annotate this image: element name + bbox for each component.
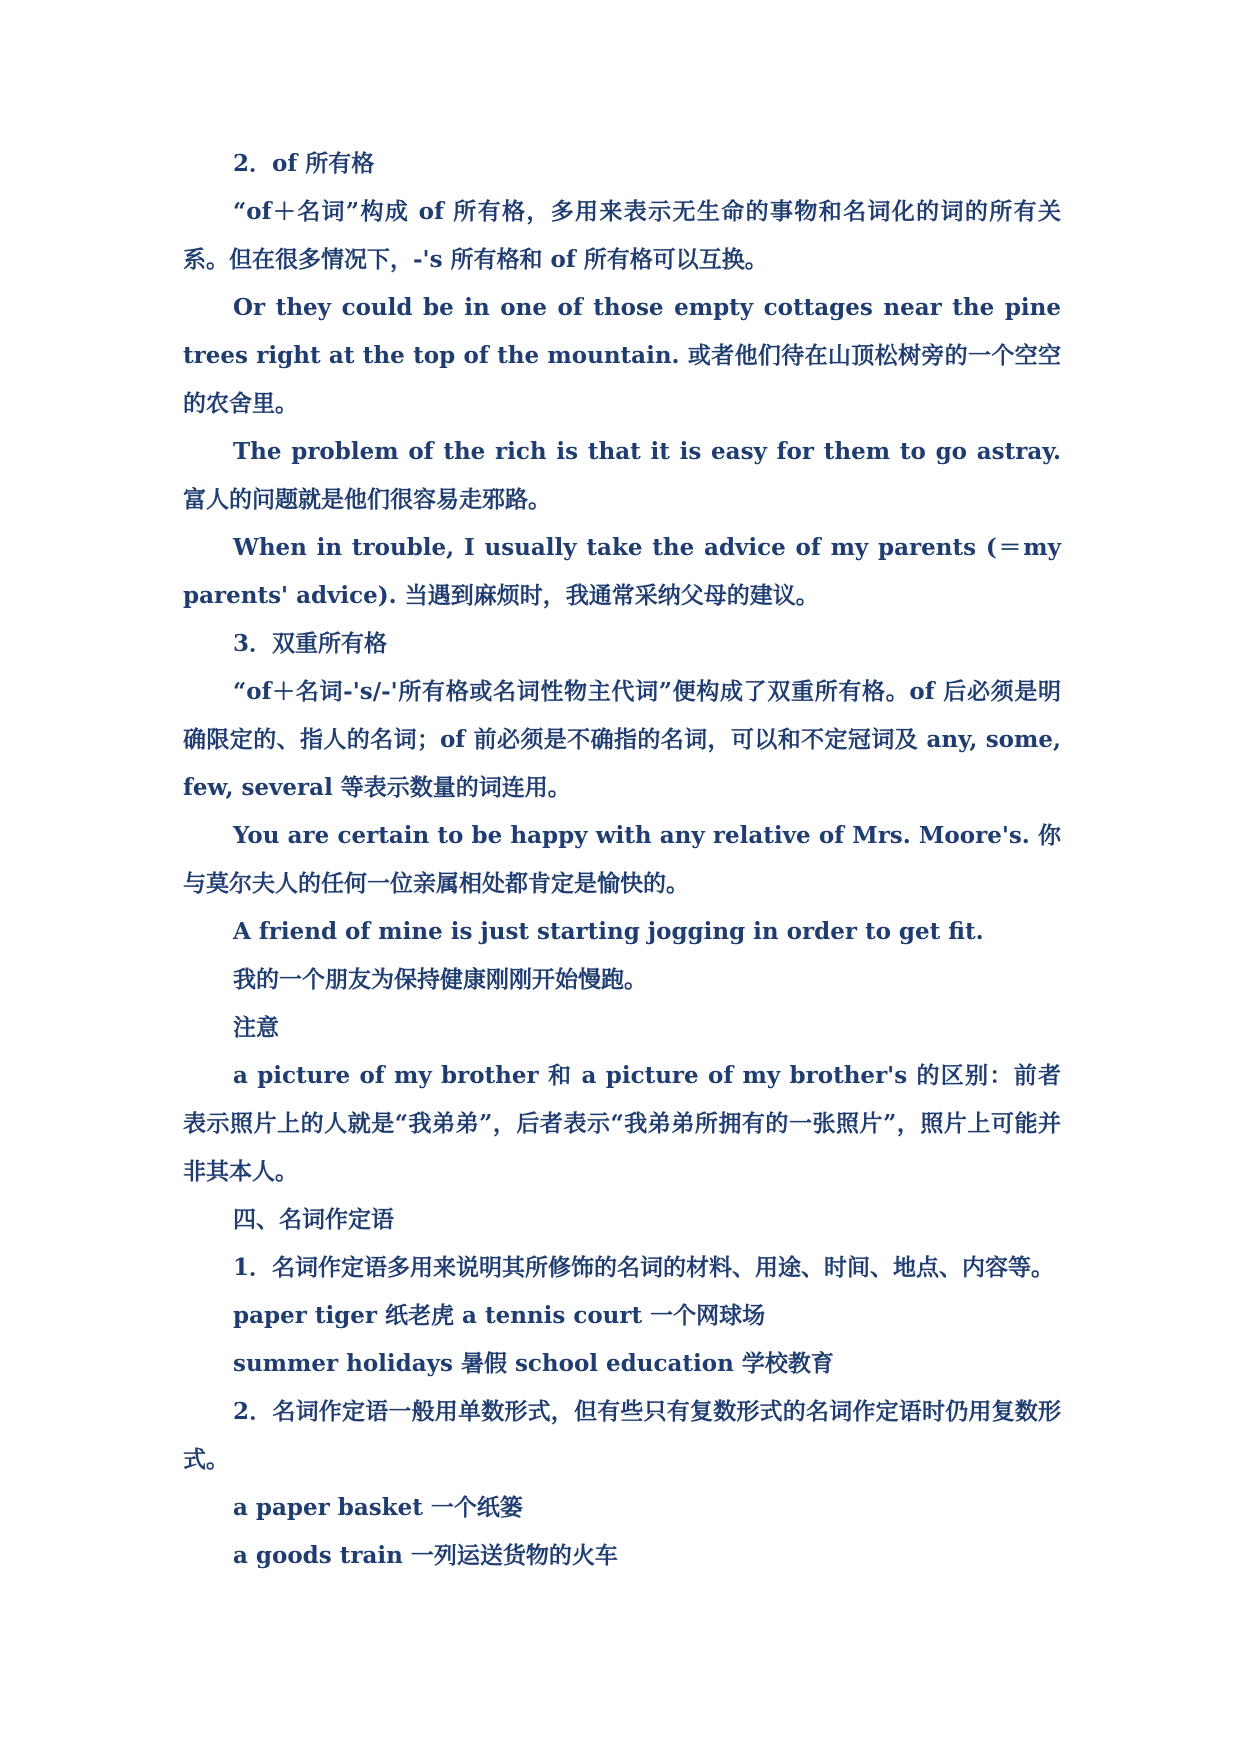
example-parents: When in trouble, I usually take the advice of my parents (＝my parents' advice). 当遇到麻烦时，我通常采纳父母的建议。 <box>183 534 1061 609</box>
noun-attributive-rule-2: 2．名词作定语一般用单数形式，但有些只有复数形式的名词作定语时仍用复数形式。 <box>183 1398 1061 1473</box>
example-mrs-moore: You are certain to be happy with any relative of Mrs. Moore's. 你与莫尔夫人的任何一位亲属相处都肯定是愉快的。 <box>183 822 1061 897</box>
note-heading: 注意 <box>233 1014 279 1041</box>
example-summer-holidays: summer holidays 暑假 school education 学校教育 <box>233 1350 834 1377</box>
double-possessive-explanation: “of＋名词-'s/-'所有格或名词性物主代词”便构成了双重所有格。of 后必须是明确限定的、指人的名词；of 前必须是不确指的名词，可以和不定冠词及 any, some, few, several 等表示数量的词连用。 <box>183 678 1061 801</box>
example-pine-trees: Or they could be in one of those empty cottages near the pine trees right at the top of the mountain. 或者他们待在山顶松树旁的一个空空的农舍里。 <box>183 294 1061 417</box>
example-goods-train: a goods train 一列运送货物的火车 <box>233 1542 618 1569</box>
heading-noun-attributive: 四、名词作定语 <box>233 1206 394 1233</box>
heading-double-possessive: 3．双重所有格 <box>233 630 388 657</box>
example-paper-basket: a paper basket 一个纸篓 <box>233 1494 523 1521</box>
document-page <box>183 140 1061 1580</box>
of-possessive-explanation: “of＋名词”构成 of 所有格，多用来表示无生命的事物和名词化的词的所有关系。但在很多情况下，-'s 所有格和 of 所有格可以互换。 <box>183 198 1061 273</box>
heading-of-possessive: 2．of 所有格 <box>233 150 375 177</box>
example-rich: The problem of the rich is that it is easy for them to go astray. 富人的问题就是他们很容易走邪路。 <box>183 438 1061 513</box>
example-friend-zh: 我的一个朋友为保持健康刚刚开始慢跑。 <box>233 966 647 993</box>
example-paper-tiger: paper tiger 纸老虎 a tennis court 一个网球场 <box>233 1302 766 1329</box>
noun-attributive-rule-1: 1．名词作定语多用来说明其所修饰的名词的材料、用途、时间、地点、内容等。 <box>233 1254 1055 1281</box>
note-picture: a picture of my brother 和 a picture of my brother's 的区别：前者表示照片上的人就是“我弟弟”，后者表示“我弟弟所拥有的一张照片”，照片上可能并非其本人。 <box>183 1062 1061 1185</box>
example-friend-en: A friend of mine is just starting jogging in order to get fit. <box>233 918 984 945</box>
